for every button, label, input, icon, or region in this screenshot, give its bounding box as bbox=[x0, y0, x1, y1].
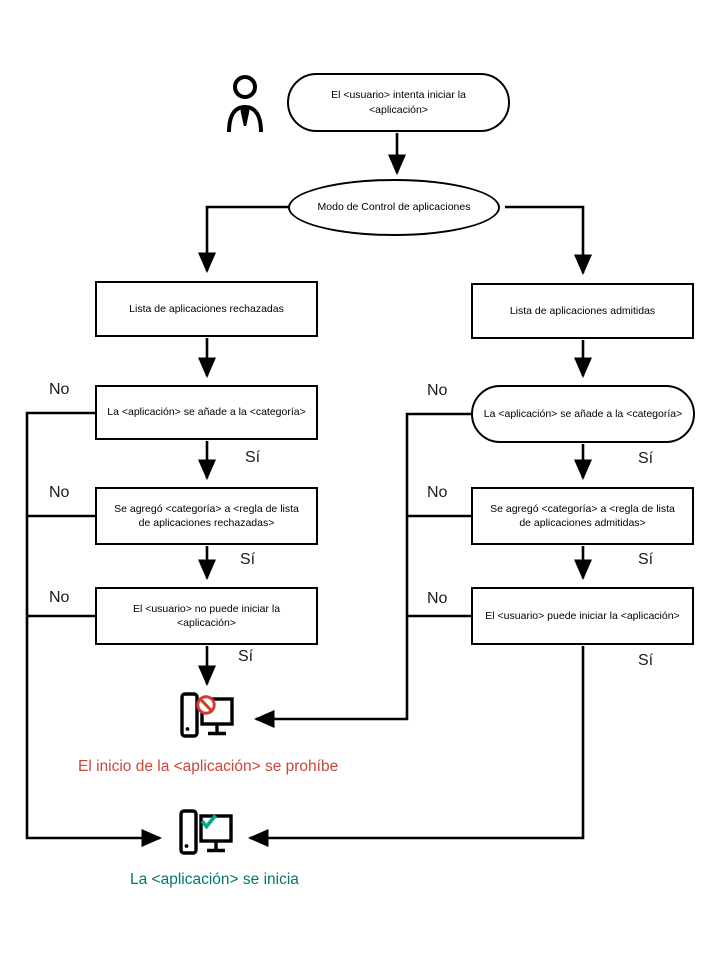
outcome-blocked-text: El inicio de la <aplicación> se prohíbe bbox=[78, 758, 339, 775]
node-start: El <usuario> intenta iniciar la <aplicación> bbox=[287, 73, 510, 132]
computer-blocked-icon bbox=[179, 691, 235, 745]
node-denied-result: El <usuario> no puede iniciar la <aplicación> bbox=[95, 587, 318, 645]
computer-started-icon bbox=[178, 806, 234, 862]
edge-mode-allowedlist bbox=[505, 207, 583, 273]
outcome-started-text: La <aplicación> se inicia bbox=[130, 871, 299, 888]
node-denied-list: Lista de aplicaciones rechazadas bbox=[95, 281, 318, 337]
edge-label-no: No bbox=[49, 589, 70, 606]
edge-label-yes: Sí bbox=[245, 449, 261, 466]
edge-label-no: No bbox=[49, 484, 70, 501]
edge-allowedresult-started-yes bbox=[250, 646, 583, 838]
edge-label-no: No bbox=[427, 382, 448, 399]
prohibition-sign bbox=[198, 697, 214, 713]
edge-label-no: No bbox=[427, 484, 448, 501]
edge-label-yes: Sí bbox=[638, 551, 654, 568]
user-icon bbox=[224, 74, 266, 134]
node-denied-category: La <aplicación> se añade a la <categoría> bbox=[95, 385, 318, 440]
node-denied-rule: Se agregó <categoría> a <regla de lista de aplicaciones rechazadas> bbox=[95, 487, 318, 545]
edge-label-yes: Sí bbox=[238, 648, 254, 665]
node-control-mode: Modo de Control de aplicaciones bbox=[288, 179, 500, 236]
edge-label-yes: Sí bbox=[638, 450, 654, 467]
edge-mode-deniedlist bbox=[207, 207, 290, 271]
edge-label-yes: Sí bbox=[240, 551, 256, 568]
node-allowed-category: La <aplicación> se añade a la <categoría> bbox=[471, 385, 695, 443]
node-allowed-result: El <usuario> puede iniciar la <aplicación> bbox=[471, 587, 694, 645]
node-allowed-list: Lista de aplicaciones admitidas bbox=[471, 283, 694, 339]
edge-label-yes: Sí bbox=[638, 652, 654, 669]
edge-allowed-no-bus bbox=[256, 414, 471, 719]
edge-label-no: No bbox=[427, 590, 448, 607]
node-allowed-rule: Se agregó <categoría> a <regla de lista de aplicaciones admitidas> bbox=[471, 487, 694, 545]
edge-label-no: No bbox=[49, 381, 70, 398]
